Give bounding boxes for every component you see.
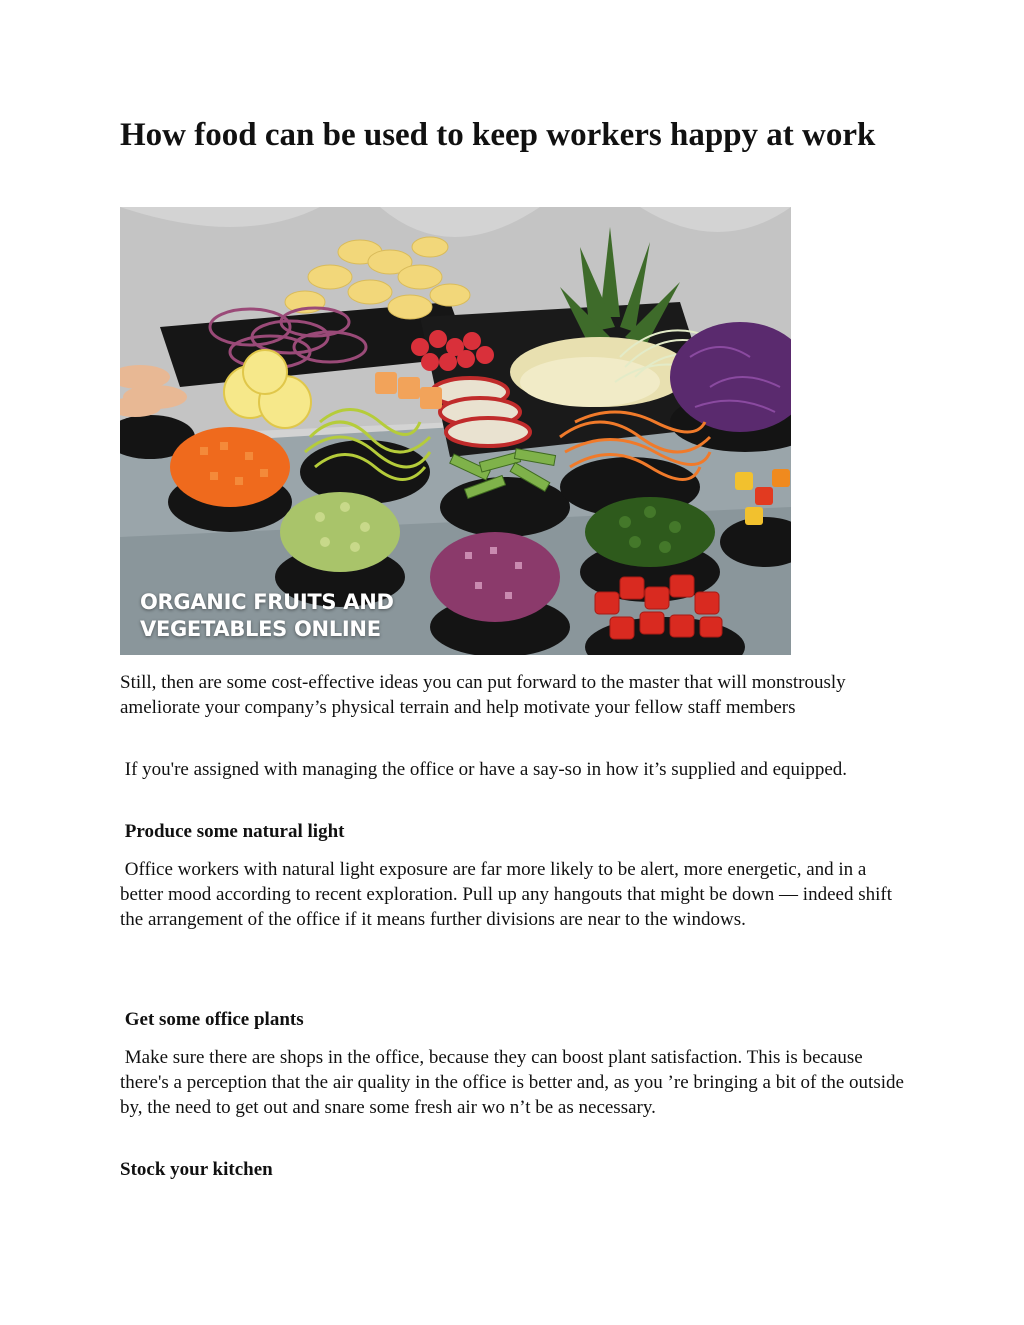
photo-caption-line-2: VEGETABLES ONLINE xyxy=(140,617,381,641)
article-title: How food can be used to keep workers happy at work xyxy=(120,117,876,153)
paragraph-intro: Still, then are some cost-effective ideas you can put forward to the master that will monstrously ameliorate your company’s physical terrain and help motivate your fellow staff members xyxy=(120,672,846,718)
food-photo-illustration xyxy=(120,207,791,655)
photo-caption-line-1: ORGANIC FRUITS AND xyxy=(140,590,394,614)
heading-natural-light: Produce some natural light xyxy=(120,821,345,842)
paragraph-office-plants: Make sure there are shops in the office, because they can boost plant satisfaction. This is because there's a perception that the air quality in the office is better and, as you ’re bringing a bit of the outside by, the need to get out and snare some fresh air wo n’t be as necessary. xyxy=(120,1047,909,1118)
paragraph-assigned: If you're assigned with managing the office or have a say-so in how it’s supplied and equipped. xyxy=(120,759,848,780)
paragraph-natural-light: Office workers with natural light exposure are far more likely to be alert, more energetic, and in a better mood according to recent exploration. Pull up any hangouts that might be down — indeed shift the arrangement of the office if it means further divisions are near to the windows. xyxy=(120,859,897,930)
photo-caption xyxy=(140,589,394,643)
heading-office-plants: Get some office plants xyxy=(120,1009,304,1030)
food-photo xyxy=(120,207,791,655)
heading-stock-kitchen: Stock your kitchen xyxy=(120,1159,273,1180)
